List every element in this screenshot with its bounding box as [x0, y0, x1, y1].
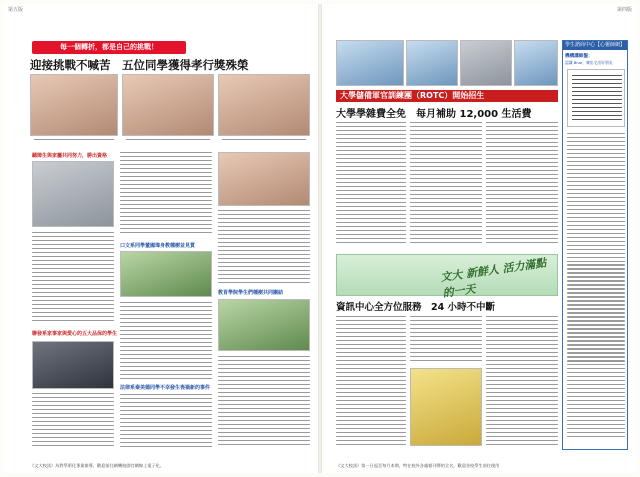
rotc-photo-3: [460, 40, 512, 86]
counseling-column-note: 認識 Blue，廣出宅出好朋友: [565, 60, 613, 65]
photo-caption-1: [34, 138, 114, 141]
left-subhead-2: 口文系同學董國瑋身教種樹並見質: [120, 243, 196, 249]
right-footer: 《文大校訊》第一日起至每月本期，特在校外各處報刊傳的全名，歡迎各校學生前往使用: [336, 463, 500, 468]
info-text-col3: [486, 316, 558, 448]
right-page: [322, 4, 636, 473]
left-subhead-1: 聽障生與家屬共同努力，勝出資格: [32, 153, 108, 159]
left-subhead-5: 法律系秦美德同學不幸發生喪禍新的事件: [120, 385, 211, 391]
left-col2-text: [120, 152, 212, 236]
info-center-banner: [336, 254, 558, 300]
tree-planting-photo: [120, 251, 212, 297]
left-col1-text: [32, 232, 114, 324]
photo-caption-3: [222, 138, 306, 141]
counseling-column: [562, 40, 628, 450]
left-col2-text-3: [120, 394, 212, 450]
rotc-text-col2: [410, 122, 482, 248]
info-text-col1: [336, 316, 406, 448]
right-page-number: 第四版: [616, 7, 632, 13]
rotc-text-col1: [336, 122, 406, 248]
counseling-column-text: [567, 133, 625, 445]
handwritten-note-text: [572, 75, 622, 123]
left-footer: 《文大校訊》為對學術化專業報導，歡迎前往網轉校園官網線上電子化。: [30, 463, 165, 468]
left-col3-text: [218, 210, 310, 286]
left-col2-text-2: [120, 302, 212, 382]
newspaper-spread: [4, 4, 636, 473]
rotc-banner: 大學儲備軍官訓練團（ROTC）開始招生: [336, 90, 558, 102]
rotc-headline: 大學學雜費全免 每月補助 12,000 生活費: [336, 109, 532, 120]
family-photo: [32, 341, 114, 389]
award-photo-2: [122, 74, 214, 136]
handwritten-note: [567, 69, 625, 127]
left-banner: 每一個轉折，都是自己的挑戰！: [32, 41, 186, 54]
student-photo: [32, 161, 114, 227]
left-col3-text-2: [218, 356, 310, 450]
rotc-photo-1: [336, 40, 404, 86]
group-photo: [218, 299, 310, 351]
rotc-photo-4: [514, 40, 558, 86]
left-subhead-4: 聯發系家事家與愛心的五大品保的學生: [32, 331, 118, 337]
counseling-column-subtitle: 機構講師盤：: [565, 54, 593, 59]
rotc-text-col3: [486, 122, 558, 248]
left-subhead-3: 教育學院學生們種樹共同團結: [218, 290, 284, 296]
info-center-photo: [410, 368, 482, 446]
rotc-photo-2: [406, 40, 458, 86]
left-col1-text-2: [32, 393, 114, 449]
award-photo-3: [218, 74, 310, 136]
ceremony-photo: [218, 152, 310, 206]
info-center-logo: 文大 新鮮人 活力滿點的一天: [439, 256, 548, 300]
left-page: [4, 4, 318, 473]
info-text-col2: [410, 316, 482, 366]
photo-caption-2: [126, 138, 210, 141]
award-photo-1: [30, 74, 118, 136]
left-page-number: 第五版: [8, 7, 24, 13]
info-center-headline: 資訊中心全方位服務 24 小時不中斷: [336, 302, 496, 313]
left-headline: 迎接挑戰不喊苦 五位同學獲得孝行獎殊榮: [30, 58, 249, 72]
counseling-column-title: 學生諮商中心【心靈師網】: [565, 42, 626, 48]
